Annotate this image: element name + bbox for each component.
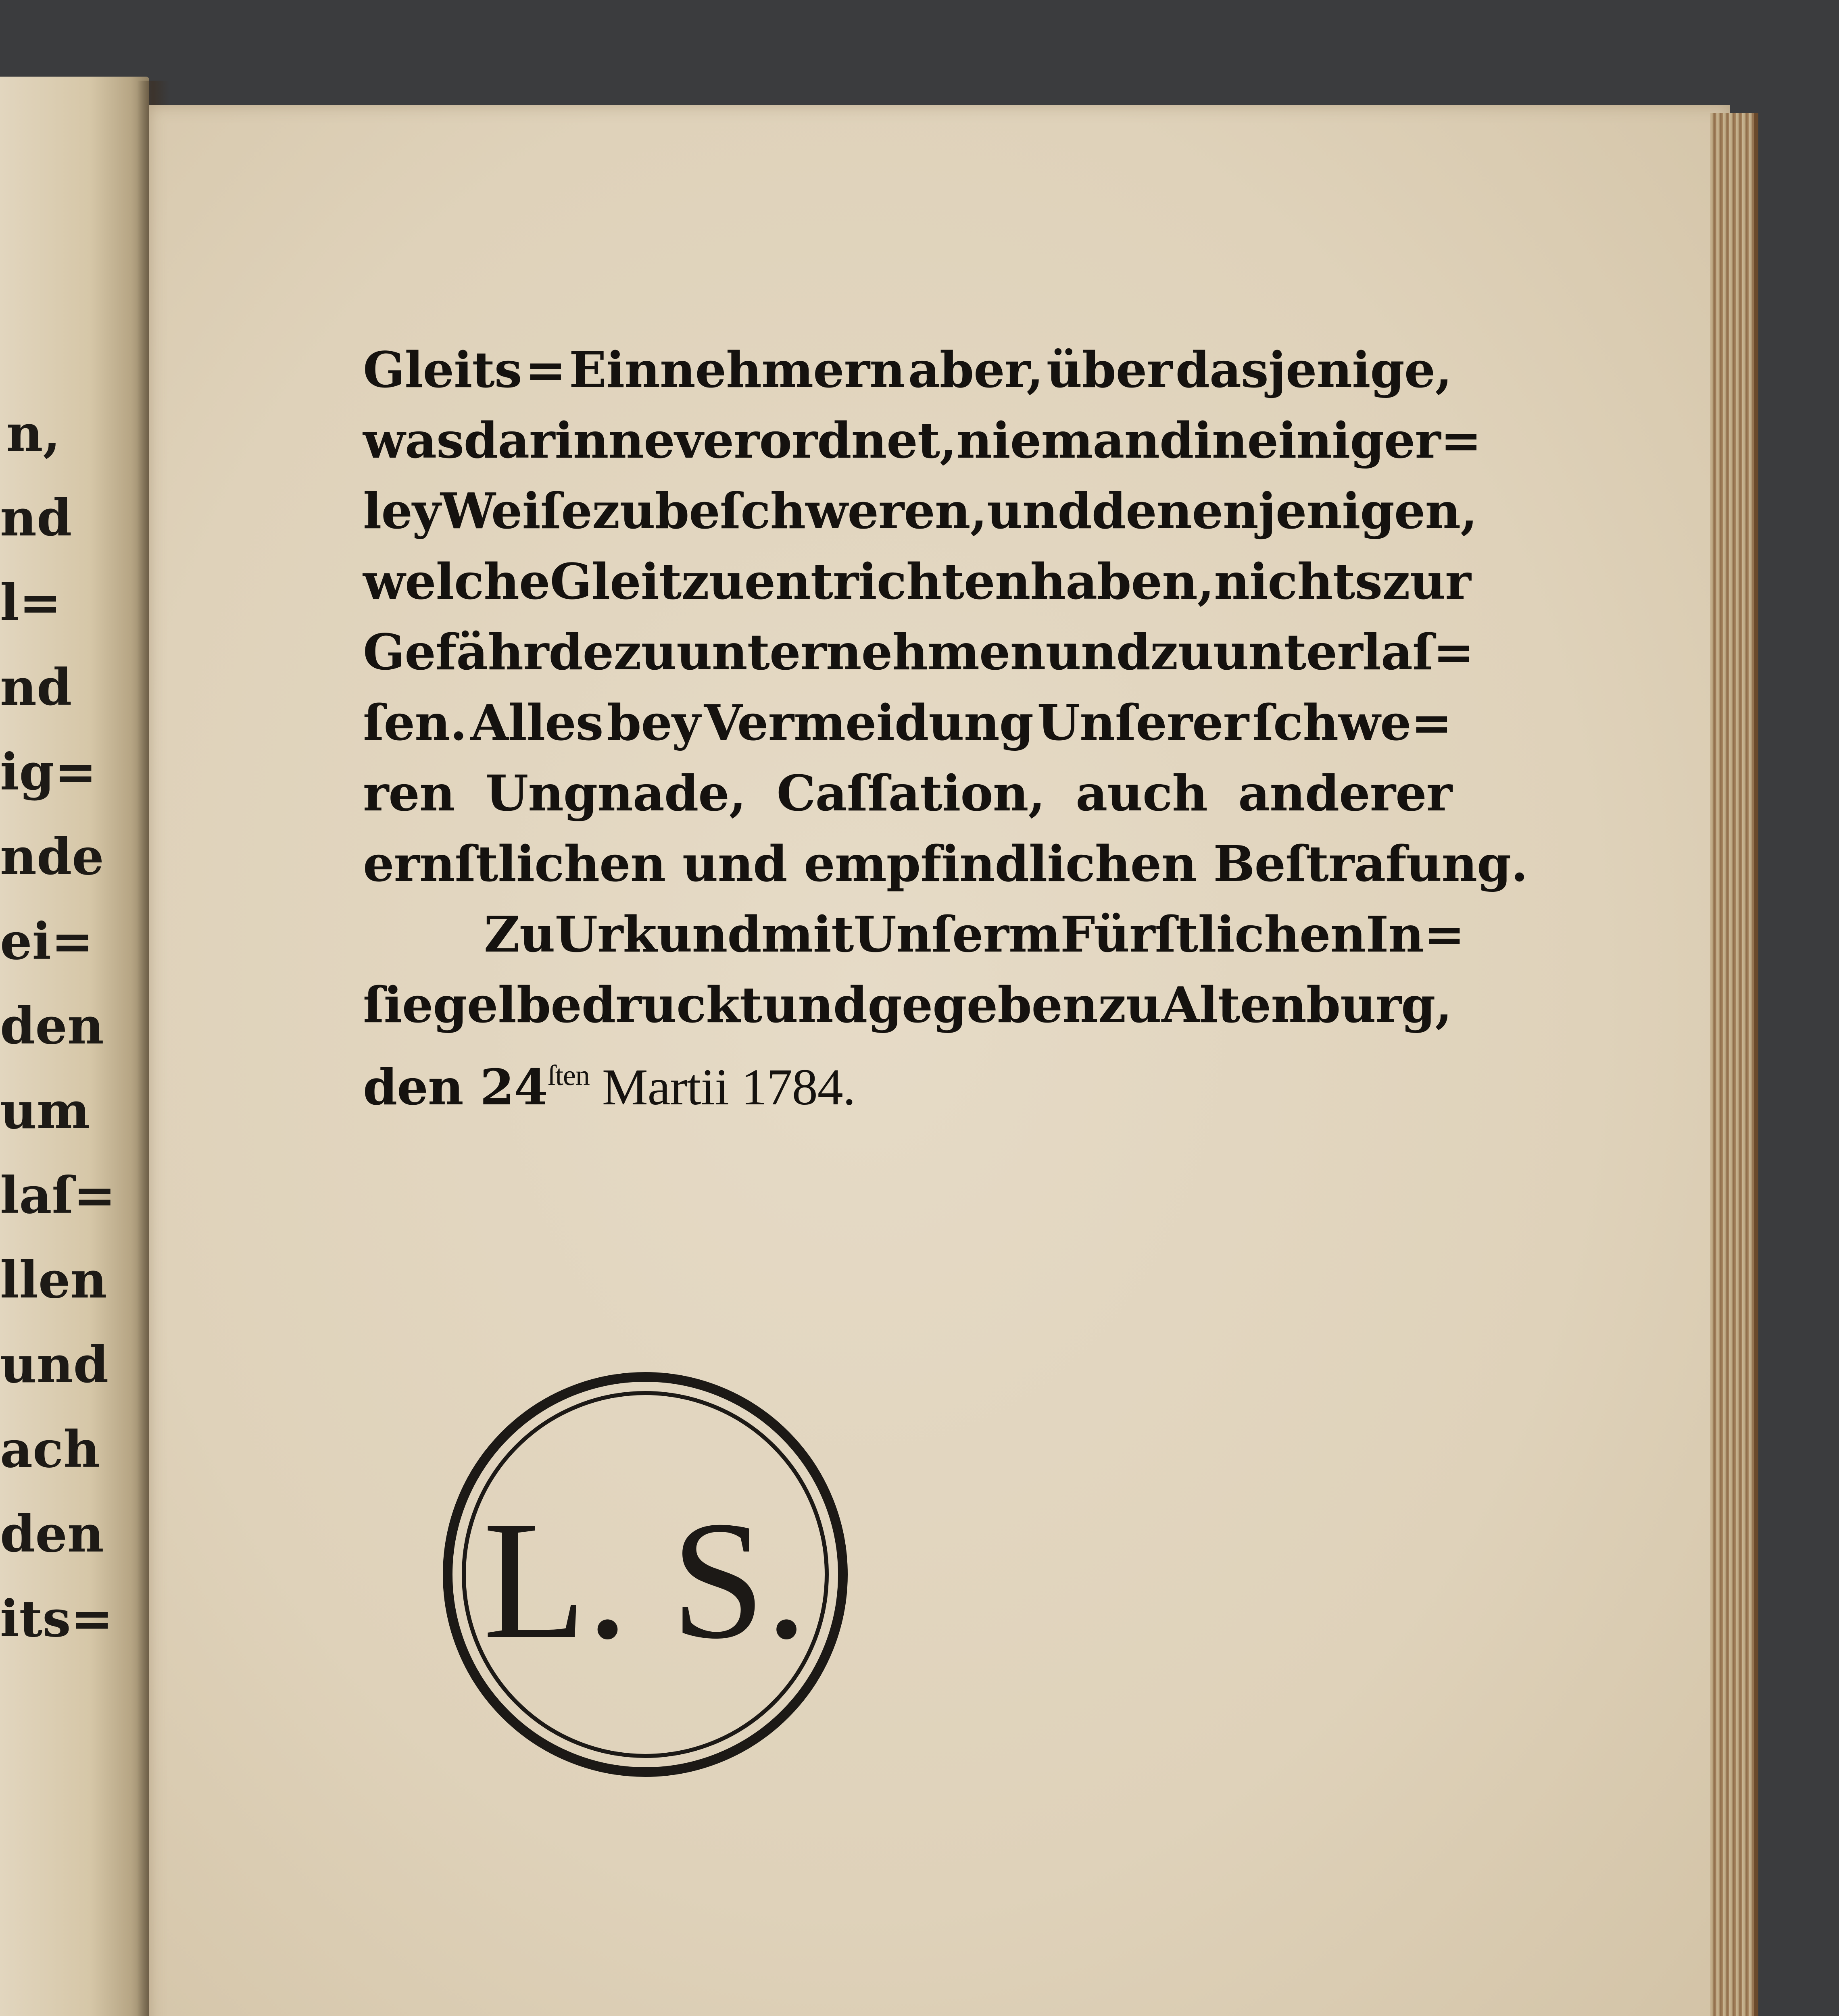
text-word: nichts — [1214, 552, 1382, 610]
left-fragment: den — [0, 1505, 104, 1564]
text-word: anderer — [1238, 764, 1452, 822]
text-word: und — [1045, 623, 1151, 681]
text-word: bedruckt — [516, 976, 762, 1034]
text-word: zur — [1382, 552, 1471, 610]
text-word: Altenburg, — [1161, 976, 1452, 1034]
text-word: in — [1193, 411, 1247, 469]
text-word: Weiſe — [440, 482, 592, 540]
text-word: verordnet, — [674, 411, 957, 469]
text-word: was — [363, 411, 464, 469]
text-word: welche — [363, 552, 550, 610]
text-word: Vermeidung — [704, 694, 1034, 752]
left-fragment: und — [0, 1335, 109, 1394]
text-word: auch — [1076, 764, 1207, 822]
left-page-edge — [0, 77, 149, 2016]
text-word: zu — [1098, 976, 1161, 1034]
text-word: Unſerm — [853, 905, 1061, 963]
text-word: ſen. — [363, 694, 467, 752]
text-word: und — [987, 482, 1092, 540]
left-fragment: ach — [0, 1420, 100, 1479]
text-line — [363, 829, 1528, 899]
text-word: Gleits — [363, 341, 522, 399]
text-line-content: ernſtlichen und empfindlichen Beſtrafung. — [363, 835, 1528, 893]
decree-text-block — [363, 335, 1528, 1116]
text-word: aber, — [908, 341, 1043, 399]
locus-sigilli-seal — [442, 1371, 849, 1778]
text-line — [363, 476, 1477, 546]
left-fragment: nde — [0, 827, 104, 886]
date-line-content — [363, 1040, 855, 1116]
text-word: zu — [592, 482, 655, 540]
closing-line — [363, 899, 1465, 970]
left-fragment: ig= — [0, 743, 97, 802]
date-superscript: ſten — [547, 1059, 590, 1091]
text-word: beſchweren, — [655, 482, 987, 540]
date-prefix: den 24 — [363, 1058, 548, 1116]
left-fragment: nd — [0, 658, 72, 717]
text-word: mit — [761, 905, 854, 963]
text-word: zu — [613, 623, 677, 681]
closing-line — [363, 970, 1452, 1040]
text-line — [363, 687, 1452, 758]
left-fragment: um — [0, 1081, 90, 1140]
text-word: haben, — [1030, 552, 1214, 610]
text-word: ſiegel — [363, 976, 516, 1034]
left-fragment: l= — [0, 573, 62, 632]
text-word: ſchwe= — [1252, 694, 1452, 752]
left-fragment: n, — [6, 404, 60, 463]
text-word: einiger= — [1247, 411, 1481, 469]
text-word: Ungnade, — [485, 764, 746, 822]
text-word: denenjenigen, — [1091, 482, 1477, 540]
text-word: darinne — [463, 411, 675, 469]
seal-text: L. S. — [483, 1486, 808, 1674]
text-word: = — [525, 341, 566, 399]
text-word: über — [1046, 341, 1172, 399]
text-word: bey — [607, 694, 700, 752]
text-word: Einnehmern — [569, 341, 905, 399]
page-stack-edge — [1710, 113, 1758, 2016]
text-word: Caſſation, — [776, 764, 1045, 822]
left-fragment: den — [0, 997, 104, 1056]
text-line — [363, 405, 1481, 476]
date-line — [363, 1040, 1452, 1116]
text-word: Unſerer — [1037, 694, 1249, 752]
text-word: Urkund — [555, 905, 761, 963]
left-fragment: its= — [0, 1589, 113, 1648]
text-line — [363, 617, 1474, 687]
text-line — [363, 546, 1471, 617]
text-word: ley — [363, 482, 440, 540]
text-word: gegeben — [867, 976, 1098, 1034]
date-suffix: Martii 1784. — [589, 1058, 855, 1116]
text-word: entrichten — [744, 552, 1030, 610]
text-word: zu — [681, 552, 744, 610]
text-word: niemand — [956, 411, 1194, 469]
text-word: Gleit — [550, 552, 682, 610]
left-fragment: nd — [0, 489, 72, 548]
text-word: dasjenige, — [1175, 341, 1452, 399]
text-word: Fürſtlichen — [1060, 905, 1366, 963]
text-word: In= — [1366, 905, 1465, 963]
text-word: und — [762, 976, 867, 1034]
left-page-text-fragments — [0, 391, 116, 1661]
left-fragment: laſ= — [0, 1166, 116, 1225]
left-fragment: ei= — [0, 912, 94, 971]
text-word: ren — [363, 764, 455, 822]
left-fragment: llen — [0, 1251, 107, 1310]
text-word: Gefährde — [363, 623, 614, 681]
text-line — [363, 335, 1452, 405]
text-word: Zu — [484, 905, 555, 963]
text-word: zu — [1150, 623, 1213, 681]
text-word: Alles — [470, 694, 603, 752]
text-line — [363, 758, 1452, 829]
text-word: unterlaſ= — [1213, 623, 1474, 681]
text-word: unternehmen — [676, 623, 1046, 681]
